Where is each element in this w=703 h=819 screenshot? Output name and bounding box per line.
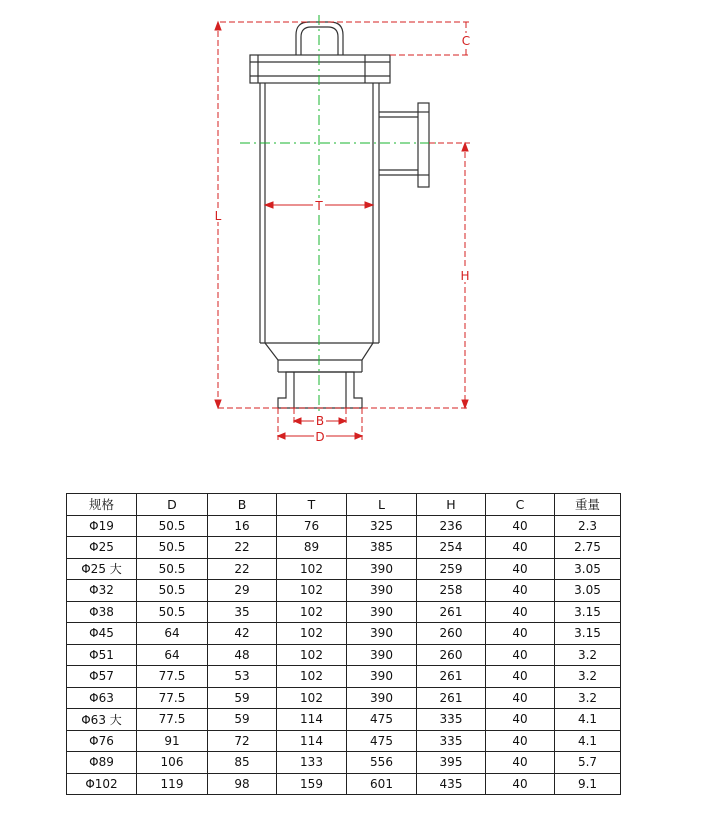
table-cell: 76 — [277, 515, 347, 537]
table-cell: Φ63 大 — [67, 709, 137, 731]
column-header: C — [486, 494, 555, 516]
table-cell: 556 — [347, 752, 417, 774]
table-cell: 390 — [347, 601, 417, 623]
table-cell: 64 — [137, 644, 208, 666]
table-cell: 53 — [208, 666, 277, 688]
filter-body-outline — [250, 22, 429, 408]
table-cell: 59 — [208, 687, 277, 709]
table-cell: Φ25 — [67, 537, 137, 559]
table-row — [67, 730, 621, 752]
table-cell: 29 — [208, 580, 277, 602]
table-row — [67, 515, 621, 537]
table-cell: 102 — [277, 580, 347, 602]
table-cell: 3.05 — [555, 558, 621, 580]
table-cell: 50.5 — [137, 558, 208, 580]
table-row — [67, 709, 621, 731]
table-cell: 325 — [347, 515, 417, 537]
table-cell: 390 — [347, 623, 417, 645]
table-cell: 601 — [347, 773, 417, 795]
table-row — [67, 644, 621, 666]
table-cell: 40 — [486, 623, 555, 645]
table-cell: 40 — [486, 666, 555, 688]
table-cell: 114 — [277, 709, 347, 731]
table-cell: 261 — [417, 601, 486, 623]
table-cell: 77.5 — [137, 687, 208, 709]
table-cell: Φ32 — [67, 580, 137, 602]
table-cell: 50.5 — [137, 601, 208, 623]
table-cell: 3.15 — [555, 623, 621, 645]
table-cell: 40 — [486, 773, 555, 795]
table-cell: 261 — [417, 687, 486, 709]
label-t: T — [315, 199, 323, 213]
table-cell: Φ45 — [67, 623, 137, 645]
table-cell: 2.3 — [555, 515, 621, 537]
table-cell: 102 — [277, 601, 347, 623]
table-cell: 3.2 — [555, 687, 621, 709]
table-cell: 3.2 — [555, 644, 621, 666]
table-cell: Φ25 大 — [67, 558, 137, 580]
table-cell: 260 — [417, 644, 486, 666]
table-cell: 35 — [208, 601, 277, 623]
table-cell: 3.2 — [555, 666, 621, 688]
table-cell: Φ102 — [67, 773, 137, 795]
table-cell: 395 — [417, 752, 486, 774]
table-cell: 40 — [486, 558, 555, 580]
column-header: T — [277, 494, 347, 516]
table-cell: Φ76 — [67, 730, 137, 752]
label-c: C — [461, 34, 471, 48]
table-cell: 85 — [208, 752, 277, 774]
dimension-lines — [218, 22, 470, 440]
table-cell: 259 — [417, 558, 486, 580]
table-cell: Φ89 — [67, 752, 137, 774]
table-cell: 261 — [417, 666, 486, 688]
table-cell: 40 — [486, 752, 555, 774]
label-d: D — [315, 430, 325, 444]
table-cell: 260 — [417, 623, 486, 645]
table-cell: 390 — [347, 666, 417, 688]
table-cell: 236 — [417, 515, 486, 537]
table-cell: 98 — [208, 773, 277, 795]
table-row — [67, 623, 621, 645]
table-row — [67, 773, 621, 795]
table-body — [67, 515, 621, 795]
table-cell: 102 — [277, 666, 347, 688]
table-cell: 390 — [347, 687, 417, 709]
table-cell: 64 — [137, 623, 208, 645]
table-cell: 385 — [347, 537, 417, 559]
column-header: B — [208, 494, 277, 516]
table-cell: 4.1 — [555, 709, 621, 731]
table-cell: 40 — [486, 580, 555, 602]
table-cell: Φ63 — [67, 687, 137, 709]
column-header: L — [347, 494, 417, 516]
table-cell: 9.1 — [555, 773, 621, 795]
table-cell: 50.5 — [137, 515, 208, 537]
spec-table — [66, 493, 621, 795]
table-cell: 3.05 — [555, 580, 621, 602]
table-cell: 119 — [137, 773, 208, 795]
table-cell: 40 — [486, 687, 555, 709]
table-cell: Φ19 — [67, 515, 137, 537]
table-cell: 16 — [208, 515, 277, 537]
table-cell: 102 — [277, 644, 347, 666]
table-cell: 258 — [417, 580, 486, 602]
table-cell: 2.75 — [555, 537, 621, 559]
column-header: H — [417, 494, 486, 516]
table-cell: 159 — [277, 773, 347, 795]
table-cell: Φ57 — [67, 666, 137, 688]
column-header: 规格 — [67, 494, 137, 516]
table-cell: 77.5 — [137, 666, 208, 688]
table-cell: 22 — [208, 537, 277, 559]
table-cell: 50.5 — [137, 580, 208, 602]
table-cell: 335 — [417, 709, 486, 731]
table-cell: 390 — [347, 558, 417, 580]
table-cell: 40 — [486, 709, 555, 731]
table-cell: 40 — [486, 515, 555, 537]
table-cell: 40 — [486, 644, 555, 666]
table-cell: 5.7 — [555, 752, 621, 774]
table-cell: 59 — [208, 709, 277, 731]
dimension-arrows — [215, 22, 471, 439]
table-row — [67, 687, 621, 709]
table-cell: 435 — [417, 773, 486, 795]
table-cell: 390 — [347, 580, 417, 602]
table-header-row — [67, 494, 621, 516]
table-cell: 3.15 — [555, 601, 621, 623]
table-cell: 91 — [137, 730, 208, 752]
table-cell: 22 — [208, 558, 277, 580]
table-cell: 114 — [277, 730, 347, 752]
label-h: H — [460, 269, 470, 283]
table-cell: 335 — [417, 730, 486, 752]
table-row — [67, 666, 621, 688]
label-b: B — [315, 414, 325, 428]
table-cell: 106 — [137, 752, 208, 774]
table-cell: 475 — [347, 709, 417, 731]
column-header: D — [137, 494, 208, 516]
table-cell: 48 — [208, 644, 277, 666]
column-header: 重量 — [555, 494, 621, 516]
table-row — [67, 752, 621, 774]
table-cell: 390 — [347, 644, 417, 666]
table-cell: 102 — [277, 558, 347, 580]
table-cell: 475 — [347, 730, 417, 752]
table-cell: 133 — [277, 752, 347, 774]
table-row — [67, 558, 621, 580]
table-cell: 102 — [277, 623, 347, 645]
table-cell: 42 — [208, 623, 277, 645]
table-cell: 40 — [486, 601, 555, 623]
table-cell: 89 — [277, 537, 347, 559]
table-row — [67, 601, 621, 623]
label-l: L — [214, 209, 222, 223]
table-cell: 40 — [486, 730, 555, 752]
table-cell: Φ38 — [67, 601, 137, 623]
table-cell: 102 — [277, 687, 347, 709]
table-row — [67, 537, 621, 559]
table-row — [67, 580, 621, 602]
table-cell: Φ51 — [67, 644, 137, 666]
dimension-labels — [212, 33, 472, 444]
table-cell: 4.1 — [555, 730, 621, 752]
table-cell: 40 — [486, 537, 555, 559]
table-cell: 50.5 — [137, 537, 208, 559]
table-cell: 254 — [417, 537, 486, 559]
table-cell: 72 — [208, 730, 277, 752]
table-cell: 77.5 — [137, 709, 208, 731]
